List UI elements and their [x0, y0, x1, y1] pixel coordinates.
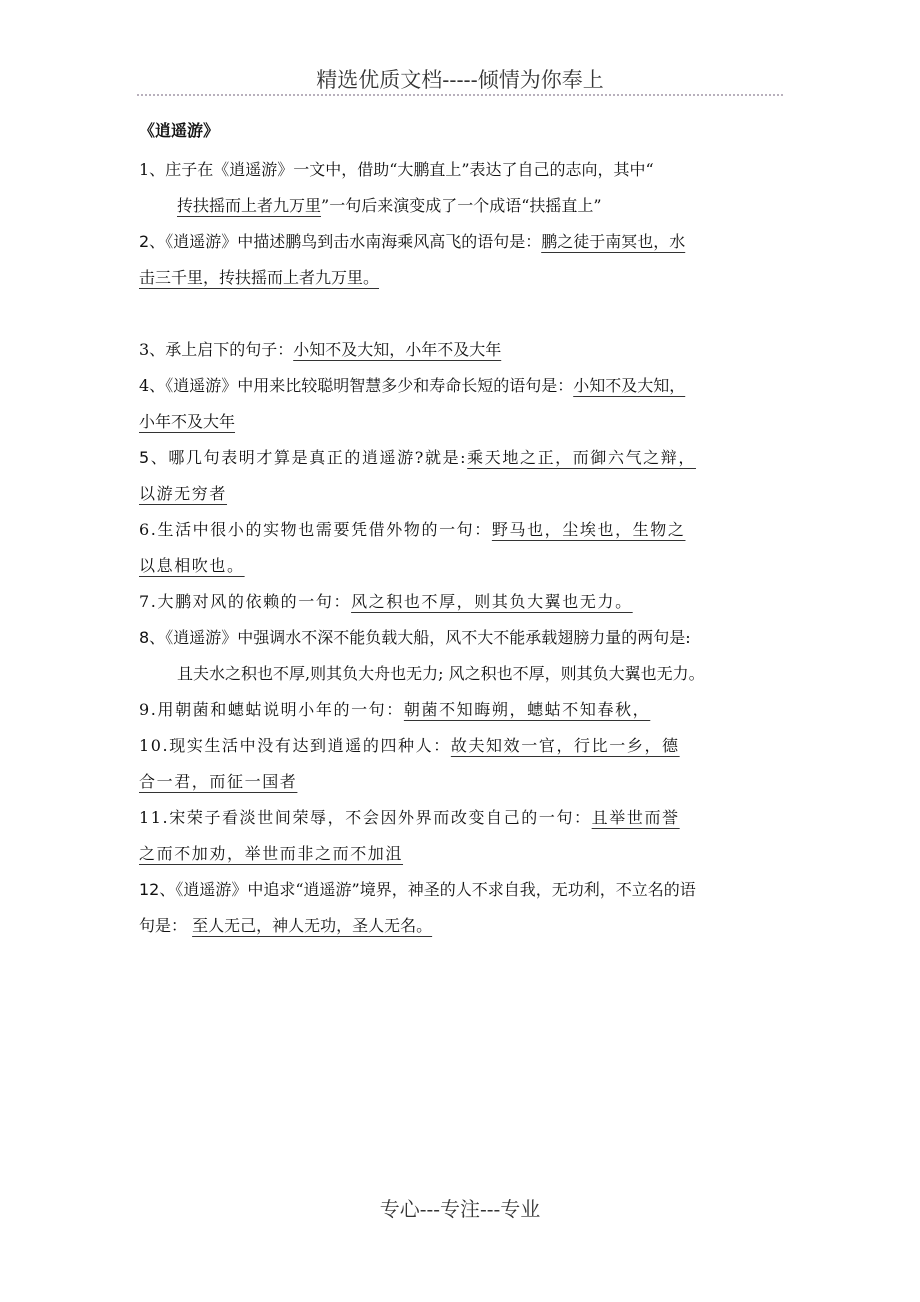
blank-line [139, 296, 784, 332]
question-text: 句是： [139, 916, 193, 935]
question-6-line-2 [139, 548, 784, 584]
question-number: 10. [139, 736, 170, 755]
question-number: 3、 [139, 340, 166, 359]
answer-text: 故夫知效一官，行比一乡，德 [450, 736, 680, 755]
question-text: 大鹏对风的依赖的一句： [157, 592, 352, 611]
question-5-line-2 [139, 476, 784, 512]
question-8-line-2 [139, 656, 784, 692]
page-header: 精选优质文档-----倾情为你奉上 [316, 68, 604, 92]
question-2-line-2 [139, 260, 784, 296]
question-10 [139, 728, 784, 764]
header-divider [137, 94, 783, 96]
answer-text: 朝菌不知晦朔，蟪蛄不知春秋， [403, 700, 651, 719]
question-6 [139, 512, 784, 548]
question-text: 宋荣子看淡世间荣辱，不会因外界而改变自己的一句： [169, 808, 592, 827]
question-10-line-2 [139, 764, 784, 800]
question-number: 6. [139, 520, 158, 539]
answer-text: 以游无穷者 [139, 484, 228, 503]
question-1 [139, 152, 784, 188]
answer-text: 合一君，而征一国者 [139, 772, 298, 791]
question-text: 承上启下的句子： [165, 340, 294, 359]
question-text: 《逍遥游》中描述鹏鸟到击水南海乘风高飞的语句是： [165, 232, 542, 251]
page-footer: 专心---专注---专业 [379, 1197, 541, 1221]
answer-text: 以息相吹也。 [139, 556, 245, 575]
question-4 [139, 368, 784, 404]
question-number: 7. [139, 592, 158, 611]
question-8 [139, 620, 784, 656]
question-number: 5、 [139, 448, 169, 467]
question-11-line-2 [139, 836, 784, 872]
answer-text: 击三千里，抟扶摇而上者九万里。 [139, 268, 380, 287]
answer-text: 野马也，尘埃也，生物之 [491, 520, 686, 539]
question-number: 8、 [139, 628, 166, 647]
answer-text: 鹏之徒于南冥也，水 [541, 232, 686, 251]
question-9 [139, 692, 784, 728]
answer-text: 小知不及大知， [573, 376, 686, 395]
question-number: 4、 [139, 376, 166, 395]
answer-text: 小年不及大年 [139, 412, 236, 431]
question-12-line-2 [139, 908, 784, 944]
question-number: 1、 [139, 160, 166, 179]
answer-text: 风之积也不厚，则其负大翼也无力。 [351, 592, 633, 611]
question-5 [139, 440, 784, 476]
question-text: ”一句后来演变成了一个成语“扶摇直上” [321, 196, 602, 215]
question-number: 11. [139, 808, 170, 827]
answer-text: 小知不及大知，小年不及大年 [293, 340, 502, 359]
question-text: 《逍遥游》中用来比较聪明智慧多少和寿命长短的语句是： [165, 376, 574, 395]
question-text: 《逍遥游》中强调水不深不能负载大船，风不大不能承载翅膀力量的两句是: [165, 628, 691, 647]
answer-text: 且举世而誉 [591, 808, 680, 827]
question-text: 《逍遥游》中追求“逍遥游”境界，神圣的人不求自我，无功利，不立名的语 [175, 880, 696, 899]
answer-text: 之而不加劝，举世而非之而不加沮 [139, 844, 404, 863]
question-text: 庄子在《逍遥游》一文中，借助“大鹏直上”表达了自己的志向，其中“ [165, 160, 654, 179]
question-number: 2、 [139, 232, 166, 251]
question-text: 现实生活中没有达到逍遥的四种人： [169, 736, 451, 755]
document-title: 《逍遥游》 [139, 121, 220, 140]
question-text: 哪几句表明才算是真正的逍遥游?就是: [168, 448, 468, 467]
answer-text: 至人无己，神人无功，圣人无名。 [192, 916, 433, 935]
question-text: 用朝菌和蟪蛄说明小年的一句： [157, 700, 404, 719]
question-3 [139, 332, 784, 368]
question-text: 生活中很小的实物也需要凭借外物的一句： [157, 520, 492, 539]
answer-text: 抟扶摇而上者九万里 [177, 196, 322, 215]
question-7 [139, 584, 784, 620]
question-number: 12、 [139, 880, 176, 899]
question-2 [139, 224, 784, 260]
question-4-line-2 [139, 404, 784, 440]
answer-text: 且夫水之积也不厚,则其负大舟也无力; 风之积也不厚，则其负大翼也无力。 [177, 664, 705, 683]
question-12 [139, 872, 784, 908]
document-body [139, 116, 784, 944]
question-1-line-2 [139, 188, 784, 224]
question-number: 9. [139, 700, 158, 719]
answer-text: 乘天地之正，而御六气之辩， [467, 448, 696, 467]
question-11 [139, 800, 784, 836]
